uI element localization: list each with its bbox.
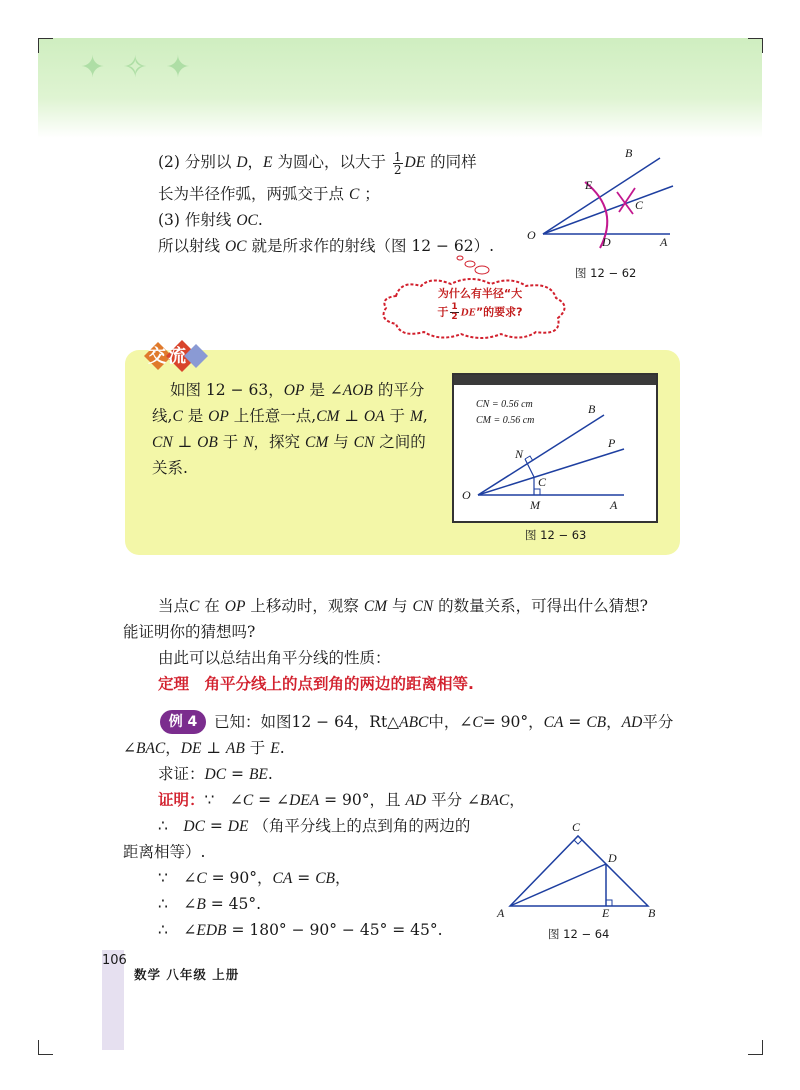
header-decoration: ✦ ✧ ✦ bbox=[80, 50, 195, 85]
label-B: B bbox=[648, 906, 656, 920]
label-O: O bbox=[527, 228, 536, 242]
fraction-half: $\frac{1}{2}$ bbox=[393, 149, 402, 177]
figure-12-64-caption: 图 12 − 64 bbox=[548, 927, 610, 941]
theorem: 定理 角平分线上的点到角的两边的距离相等. bbox=[158, 675, 474, 693]
step-2-line-1: (2) 分别以 D，E 为圆心，以大于 $\frac{1}{2}$ DE 的同样 bbox=[158, 149, 477, 177]
proof-line-5: ∴ ∠B = 45°. bbox=[158, 895, 262, 913]
cloud-tail bbox=[452, 252, 492, 278]
proof-line-3: 距离相等）. bbox=[123, 843, 206, 861]
book-title: 数学 八年级 上册 bbox=[134, 967, 240, 982]
segment-AD bbox=[510, 864, 606, 906]
label-A: A bbox=[610, 498, 618, 512]
proof-line-2: ∴ DC = DE （角平分线上的点到角的两边的 bbox=[158, 817, 471, 835]
example-badge: 例 4 bbox=[160, 710, 206, 734]
prove-line: 求证：DC = BE. bbox=[158, 765, 273, 783]
figure-12-64 bbox=[500, 822, 670, 922]
label-A: A bbox=[497, 906, 505, 920]
exchange-title: 交流 bbox=[148, 346, 188, 367]
example-line-2: ∠BAC，DE ⊥ AB 于 E. bbox=[123, 739, 285, 757]
label-E: E bbox=[585, 178, 593, 192]
label-M: M bbox=[530, 498, 540, 512]
page-number: 106 bbox=[102, 953, 127, 968]
label-C: C bbox=[538, 475, 547, 489]
exchange-line-2: 线,C 是 OP 上任意一点,CM ⊥ OA 于 M, bbox=[152, 407, 428, 425]
measure-CM: CM = 0.56 cm bbox=[476, 415, 535, 426]
step-3: (3) 作射线 OC. bbox=[158, 211, 263, 229]
body-line-3: 由此可以总结出角平分线的性质： bbox=[158, 649, 391, 667]
exchange-line-4: 关系. bbox=[152, 459, 188, 477]
ray-OP bbox=[478, 449, 624, 495]
ray-OB bbox=[543, 158, 660, 234]
label-O: O bbox=[462, 488, 471, 502]
label-N: N bbox=[515, 447, 524, 461]
proof-line-4: ∵ ∠C = 90°，CA = CB， bbox=[158, 869, 351, 887]
label-D: D bbox=[602, 235, 611, 249]
conclusion: 所以射线 OC 就是所求作的射线（图 12 − 62）. bbox=[158, 237, 495, 255]
figure-12-62-caption: 图 12 − 62 bbox=[575, 266, 637, 280]
label-A: A bbox=[660, 235, 668, 249]
triangle-ABC bbox=[510, 836, 648, 906]
label-B: B bbox=[588, 402, 596, 416]
label-B: B bbox=[625, 146, 633, 160]
figure-12-62 bbox=[525, 140, 685, 250]
label-C: C bbox=[572, 820, 581, 834]
cloud-question: 为什么有半径“大 于 $\frac{1}{2}$ DE”的要求? bbox=[437, 287, 523, 322]
label-C: C bbox=[635, 198, 644, 212]
body-line-1: 当点C 在 OP 上移动时，观察 CM 与 CN 的数量关系，可得出什么猜想? bbox=[158, 597, 648, 615]
crop-mark bbox=[38, 1040, 53, 1055]
geometry-software-window bbox=[452, 373, 658, 523]
right-angle-C bbox=[574, 840, 582, 844]
proof-line-6: ∴ ∠EDB = 180° − 90° − 45° = 45°. bbox=[158, 921, 443, 939]
crop-mark bbox=[748, 1040, 763, 1055]
example-line-1: 已知：如图12 − 64，Rt△ABC中，∠C= 90°，CA = CB，AD平分 bbox=[214, 713, 674, 731]
step-2-line-2: 长为半径作弧，两弧交于点 C ； bbox=[158, 185, 380, 203]
crop-mark bbox=[38, 38, 53, 53]
measure-CN: CN = 0.56 cm bbox=[476, 399, 533, 410]
exchange-line-1: 如图 12 − 63，OP 是 ∠AOB 的平分 bbox=[170, 381, 425, 399]
figure-12-63 bbox=[454, 375, 656, 521]
label-D: D bbox=[608, 851, 617, 865]
body-line-2: 能证明你的猜想吗? bbox=[123, 623, 256, 641]
label-P: P bbox=[608, 436, 616, 450]
label-E: E bbox=[602, 906, 610, 920]
figure-12-63-caption: 图 12 − 63 bbox=[525, 528, 587, 542]
proof-line-1: 证明：∵ ∠C = ∠DEA = 90°，且 AD 平分 ∠BAC， bbox=[158, 791, 525, 809]
crop-mark bbox=[748, 38, 763, 53]
exchange-line-3: CN ⊥ OB 于 N，探究 CM 与 CN 之间的 bbox=[152, 433, 426, 451]
